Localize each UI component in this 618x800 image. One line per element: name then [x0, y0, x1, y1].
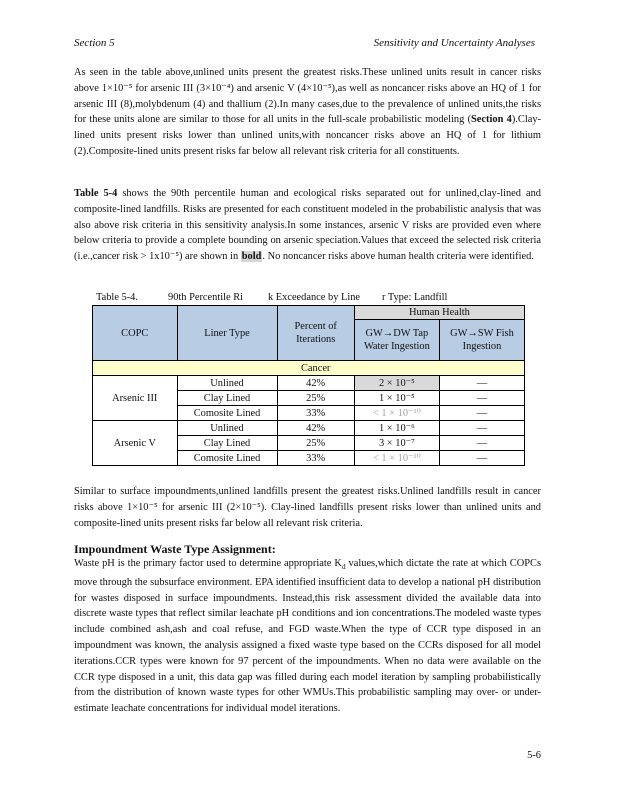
paragraph-waste-type: [74, 556, 541, 717]
value-cell: < 1 × 10⁻¹⁰: [354, 406, 439, 421]
value-cell: —: [439, 436, 524, 451]
liner-cell: Clay Lined: [177, 436, 277, 451]
band-spacer: [354, 361, 439, 376]
col-gw-dw: GW→DW Tap Water Ingestion: [354, 320, 439, 361]
caption-part: Table 5-4.: [96, 292, 138, 303]
value-cell: 1 × 10⁻⁵: [354, 391, 439, 406]
p2-tail: . No noncancer risks above human health criteria were identified.: [262, 251, 534, 263]
percent-cell: 42%: [277, 421, 354, 436]
value-cell: 1 × 10⁻⁶: [354, 421, 439, 436]
percent-cell: 25%: [277, 436, 354, 451]
section-heading: Impoundment Waste Type Assignment:: [74, 542, 276, 556]
paragraph-table-intro: [74, 186, 541, 265]
section-reference: Section 4: [471, 114, 512, 126]
page-number: 5-6: [527, 750, 541, 761]
value-cell: < 1 × 10⁻¹⁰: [354, 451, 439, 466]
value-cell: —: [439, 406, 524, 421]
caption-part: 90th Percentile Ri: [168, 292, 244, 303]
value-cell: —: [439, 421, 524, 436]
band-spacer: [439, 361, 524, 376]
copc-cell: Arsenic III: [93, 376, 178, 421]
col-gw-sw: GW→SW Fish Ingestion: [439, 320, 524, 361]
table-row: [93, 421, 525, 436]
paragraph-unlined-units: [74, 65, 541, 160]
value-cell: —: [439, 451, 524, 466]
kd-subscript: d: [341, 562, 346, 572]
copc-cell: Arsenic V: [93, 421, 178, 466]
p1-tail: ).Clay-lined units present risks lower than unlined units,with noncancer risks above an HQ of 1 for lithium (2).Composite-lined units present risks far below all relevant risk criteria for all constituents.: [74, 114, 541, 157]
p4-tail: values,which dictate the rate at which COPCs move through the subsurface environment. EPA identified insufficient data to develop a national pH distribution for wastes disposed in surface impoundments. Instead,this risk assessment divided the available data into discrete waste types that reflect similar leachate pH conditions and ion concentrations.The modeled waste types include combined ash,ash and coal refuse, and FGD waste.When the type of CCR type disposed in an impoundment was known, the analysis assigned a fixed waste type based on the CCRs disposed for all model iterations.CCR types were known for 97 percent of the impoundments. When no data were available on the CCR type disposed in a unit, this data gap was filled during each model iteration by sampling probabilistically from the distribution of known waste types for other WMUs.This probabilistic sampling may over- or under-estimate leachate concentrations for individual model iterations.: [74, 558, 541, 715]
percent-cell: 25%: [277, 391, 354, 406]
percent-cell: 42%: [277, 376, 354, 391]
running-header-section: Section 5: [74, 37, 115, 49]
p4-text: Waste pH is the primary factor used to determine appropriate K: [74, 558, 342, 569]
liner-cell: Unlined: [177, 376, 277, 391]
value-cell: 3 × 10⁻⁷: [354, 436, 439, 451]
liner-cell: Clay Lined: [177, 391, 277, 406]
percent-cell: 33%: [277, 406, 354, 421]
value-cell: —: [439, 376, 524, 391]
liner-cell: Comosite Lined: [177, 406, 277, 421]
liner-cell: Unlined: [177, 421, 277, 436]
caption-part: k Exceedance by Line: [268, 292, 361, 303]
percent-cell: 33%: [277, 451, 354, 466]
col-copc: COPC: [93, 306, 178, 361]
cancer-band: Cancer: [277, 361, 354, 376]
risk-exceedance-table: [92, 305, 525, 466]
band-spacer: [177, 361, 277, 376]
running-header-title: Sensitivity and Uncertainty Analyses: [373, 37, 535, 49]
caption-part: r Type: Landfill: [382, 292, 448, 303]
group-human-health: Human Health: [354, 306, 524, 320]
bold-highlight: bold: [241, 251, 262, 263]
p1-text: As seen in the table above,unlined units present the greatest risks.These unlined units result in cancer risks above 1×10⁻⁵ for arsenic III (3×10⁻⁴) and arsenic V (4×10⁻⁵),as well as noncancer risks above an HQ of 1 for arsenic III (8),molybdenum (4) and thallium (2).In many cases,due to the prevalence of unlined units,the risks for these units alone are similar to those for all units in the full-scale probabilistic modeling (: [74, 67, 541, 126]
table-reference: Table 5-4: [74, 188, 118, 199]
col-percent: Percent of Iterations: [277, 306, 354, 361]
p2-text: shows the 90th percentile human and ecological risks separated out for unlined,clay-lined and composite-lined landfills. Risks are presented for each constituent modeled in the probabilistic analysis that was also above risk criteria in this sensitivity analysis.In some instances, arsenic V risks are provided even where below criteria to provide a complete bounding on arsenic speciation.Values that exceed the selected risk criteria (i.e.,cancer risk > 1x10⁻⁵) are shown in: [74, 188, 541, 263]
table-caption: [96, 292, 526, 303]
band-spacer: [93, 361, 178, 376]
liner-cell: Comosite Lined: [177, 451, 277, 466]
col-liner: Liner Type: [177, 306, 277, 361]
value-cell: 2 × 10⁻⁵: [354, 376, 439, 391]
value-cell: —: [439, 391, 524, 406]
table-row: [93, 376, 525, 391]
paragraph-landfill-risks: Similar to surface impoundments,unlined landfills present the greatest risks.Unlined landfills result in cancer risks above 1×10⁻⁵ for arsenic III (2×10⁻⁵). Clay-lined landfills present risks lower than unlined units and composite-lined units present risks far below all relevant risk criteria.: [74, 486, 541, 529]
